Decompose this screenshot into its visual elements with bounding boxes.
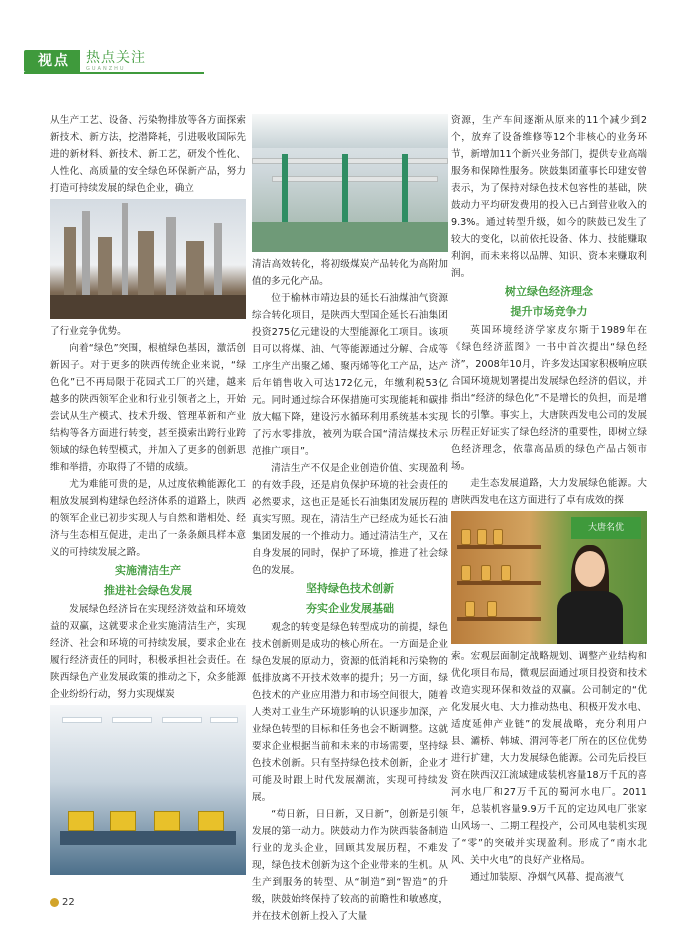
subheading: 推进社会绿色发展 bbox=[104, 584, 192, 597]
section-badge: 视点 bbox=[24, 50, 80, 72]
article-column-1 bbox=[50, 112, 246, 879]
article-column-3 bbox=[451, 112, 647, 886]
paragraph: 观念的转变是绿色转型成功的前提，绿色技术创新则是成功的核心所在。一方面是企业绿色发展的原动力，资源的低消耗和污染物的低排放离不开技术效率的提升；另一方面，绿色技术的产业应用潜力和市场空间很大，随着人类对工业生产环境影响的认识逐步加深，产业绿色转型的目标和任务也会不断调整。这就要求企业根据当前和未来的市场需要，坚持绿色技术创新。只有坚持绿色技术创新，企业才可能及时跟上时代发展潮流，实现可持续发展。 bbox=[252, 622, 448, 803]
article-column-2 bbox=[252, 112, 448, 925]
paragraph: 尤为难能可贵的是，从过度依赖能源化工粗放发展到构建绿色经济体系的道路上，陕西的领军企业已初步实现人与自然和谐相处、经济与生态相互促进，走出了一条条颇具样本意义的可持续发展之路。 bbox=[50, 479, 246, 558]
page-number-text: 22 bbox=[62, 897, 75, 908]
section-pinyin: GUANZHU bbox=[86, 65, 126, 72]
assembly-line-photo bbox=[50, 705, 246, 875]
petrochemical-plant-photo bbox=[50, 199, 246, 319]
subheading: 夯实企业发展基础 bbox=[306, 602, 394, 615]
paragraph: 走生态发展道路，大力发展绿色能源。大唐陕西发电在这方面进行了卓有成效的探 bbox=[451, 478, 647, 506]
header-rule bbox=[24, 72, 204, 74]
paragraph: 了行业竞争优势。 bbox=[50, 326, 127, 337]
page-dot-icon bbox=[50, 898, 59, 907]
paragraph: 英国环境经济学家皮尔斯于1989年在《绿色经济蓝图》一书中首次提出“绿色经济”，2008年10月，许多发达国家积极响应联合国环境规划署提出发展绿色经济的倡议，并指出“经济的绿色化”不是增长的负担，而是增长的引擎。事实上，大唐陕西发电公司的发展历程正好证实了绿色经济的重要性，即树立绿色经济理念，依靠高品质的绿色产品占领市场。 bbox=[451, 325, 647, 472]
section-title: 热点关注 bbox=[86, 49, 146, 66]
green-products-shop-photo bbox=[451, 511, 647, 644]
subheading: 提升市场竞争力 bbox=[510, 305, 588, 318]
shop-sign: 大唐名优 bbox=[571, 517, 641, 539]
paragraph: “苟日新，日日新，又日新”，创新是引领发展的第一动力。陕鼓动力作为陕西装备制造行业的龙头企业，回顾其发展历程，不难发现，绿色技术创新为这个企业带来的生机。从生产到服务的转型、从“制造”到“智造”的升级，陕鼓始终保持了较高的前瞻性和敏感度，并在技术创新上投入了大量 bbox=[252, 809, 448, 922]
page-number bbox=[50, 897, 75, 908]
subheading: 树立绿色经济理念 bbox=[505, 285, 593, 298]
section-title-group bbox=[86, 51, 146, 72]
paragraph: 资源，生产车间逐渐从原来的11个减少到2个，放弃了设备维修等12个非核心的业务环节，新增加11个新兴业务部门，提供专业高端服务和保障性服务。陕鼓集团董事长印建安曾表示，为了保持对绿色技术包容性的基础，陕鼓动力平均研发费用的投入已占到营业收入的9.3%。通过转型升级，如今的陕鼓已发生了较大的变化，以前依托设备、体力、技能赚取利润，而未来将以品牌、知识、资本来赚取利润。 bbox=[451, 115, 647, 279]
paragraph: 索。宏观层面制定战略规划、调整产业结构和优化项目布局，微观层面通过项目投资和技术改造实现环保和效益的双赢。公司制定的“优化发展火电、大力推动热电、积极开发水电、适度延伸产业链”的发展战略，充分利用户县、灞桥、韩城、渭河等老厂所在的区位优势进行扩建，大力发展绿色能源。公司先后投巨资在陕西汉江流域建成装机容量18万千瓦的喜河水电厂和27万千瓦的蜀河水电厂。2011年，总装机容量9.9万千瓦的定边风电厂张家山风场一、二期工程投产，公司风电装机实现了“零”的突破并实现盈利。形成了“南水北风、关中火电”的良好产业格局。 bbox=[451, 651, 647, 866]
paragraph: 从生产工艺、设备、污染物排放等各方面探索新技术、新方法，挖潜降耗，引进吸收国际先进的新材料、新技术、新工艺，研发个性化、人性化、高质量的安全绿色环保新产品，努力打造可持续发展的绿色企业，确立 bbox=[50, 115, 246, 194]
paragraph: 位于榆林市靖边县的延长石油煤油气资源综合转化项目，是陕西大型国企延长石油集团投资275亿元建设的大型能源化工项目。该项目可以将煤、油、气等能源通过分解、合成等工序生产出聚乙烯、聚丙烯等化工产品，达产后年销售收入可达172亿元，年缴利税53亿元。同时通过综合环保措施可实现能耗和碳排放大幅下降，建设污水循环利用系统基本实现了污水零排放，被列为联合国“清洁煤技术示范推广项目”。 bbox=[252, 293, 448, 457]
paragraph: 通过加装原、净烟气风幕、提高液气 bbox=[470, 872, 624, 883]
clean-coal-factory-photo bbox=[252, 114, 448, 252]
paragraph: 清洁生产不仅是企业创造价值、实现盈利的有效手段，还是肩负保护环境的社会责任的必然要求，这也正是延长石油集团发展历程的真实写照。现在，清洁生产已经成为延长石油集团发展的一个推动力。通过清洁生产，又在自身发展的同时，保护了环境，推进了社会绿色的发展。 bbox=[252, 463, 448, 576]
subheading: 实施清洁生产 bbox=[115, 564, 181, 577]
section-header bbox=[24, 50, 146, 72]
paragraph: 向着“绿色”突围，根植绿色基因，激活创新因子。对于更多的陕西传统企业来说，“绿色化”已不再局限于花园式工厂的兴建，越来越多的陕西领军企业和行业引领者之上，开始尝试从生产模式、技术升级、管理革新和产业结构等各方面进行转变，甚至摸索出跨行业跨领域的绿色转型模式，并加入了更多的创新思维和举措，亦取得了不错的成绩。 bbox=[50, 343, 246, 473]
subheading: 坚持绿色技术创新 bbox=[306, 582, 394, 595]
paragraph: 清洁高效转化，将初级煤炭产品转化为高附加值的多元化产品。 bbox=[252, 259, 448, 287]
paragraph: 发展绿色经济旨在实现经济效益和环境效益的双赢，这就要求企业实施清洁生产，实现经济、社会和环境的可持续发展，要求企业在履行经济责任的同时，积极承担社会责任。在陕西绿色产业发展政策的推动之下，众多能源企业纷纷行动，努力实现煤炭 bbox=[50, 604, 246, 700]
